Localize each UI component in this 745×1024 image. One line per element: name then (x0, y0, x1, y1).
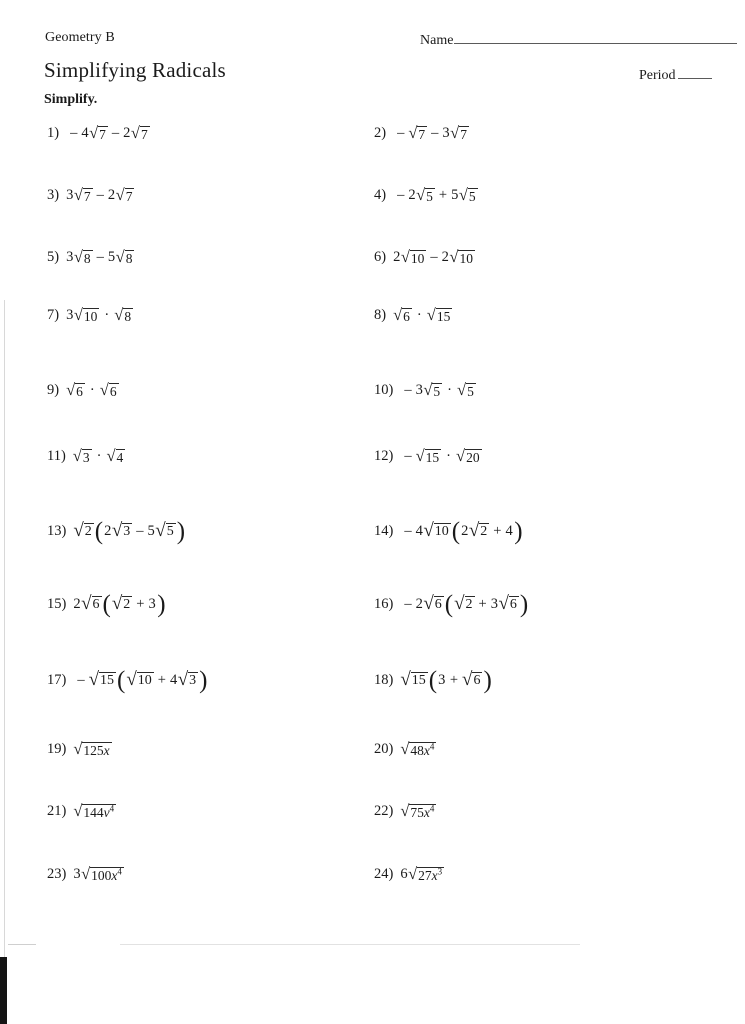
problem-number: 20) (374, 741, 394, 757)
coefficient: 2 (461, 523, 469, 539)
radical-sign-icon: √ (454, 592, 465, 614)
coefficient: 2 (73, 596, 81, 612)
radicand: 15 (425, 449, 440, 465)
radical-sign-icon: √ (111, 592, 123, 614)
radical (112, 594, 132, 613)
problem-number: 4) (374, 187, 387, 203)
radicand: 2 (84, 523, 92, 539)
problem-item (47, 740, 112, 757)
problem-expression: – 2 √ 6 ( √ 2 + 3 √ 6 ) (404, 591, 529, 618)
exponent: 4 (117, 866, 122, 876)
problem-expression: √ 15 ( 3 + √ 6 ) (400, 667, 492, 694)
problem-item (47, 518, 186, 545)
coefficient: 2 (441, 249, 449, 265)
coefficient: 3 (490, 596, 498, 612)
exponent: 4 (429, 741, 435, 751)
problem-item (374, 802, 436, 819)
radical-sign-icon: √ (130, 122, 140, 142)
problem-item (47, 381, 119, 398)
radical-sign-icon: √ (114, 304, 124, 324)
radical (100, 381, 119, 397)
problem-item (374, 186, 478, 203)
operator-multiply: · (416, 307, 422, 323)
radical (89, 670, 116, 689)
radicand: 8 (83, 250, 91, 266)
radicand: 2 (480, 523, 488, 539)
coefficient: 5 (147, 523, 155, 539)
scan-artifact-left-rule (4, 300, 5, 960)
radical-sign-icon: √ (73, 184, 83, 204)
name-write-in-line[interactable] (454, 31, 737, 44)
page-title: Simplifying Radicals (44, 58, 226, 82)
problem-expression (73, 447, 125, 464)
problem-expression (393, 306, 452, 323)
operator: – (404, 382, 412, 398)
radical-sign-icon: √ (400, 668, 411, 690)
problem-number: 18) (374, 672, 394, 688)
radicand: 10 (137, 672, 152, 688)
radical (408, 124, 427, 140)
operator: – (136, 523, 144, 539)
course-label: Geometry B (45, 30, 115, 45)
radical-sign-icon: √ (408, 863, 418, 883)
problem-expression (400, 381, 475, 398)
coefficient: 2 (104, 523, 112, 539)
radical-sign-icon: √ (73, 304, 83, 324)
operator: + (136, 596, 145, 612)
radicand: 5 (166, 523, 174, 539)
exponent: 3 (437, 866, 443, 876)
coefficient: 3 (66, 307, 74, 323)
problem-item (374, 306, 452, 323)
radical-sign-icon: √ (423, 519, 434, 541)
radical-sign-icon: √ (66, 379, 76, 399)
radicand: 6 (403, 308, 410, 324)
problem-expression: √ 2 ( 2 √ 3 – 5 √ 5 ) (73, 518, 186, 545)
radical (423, 381, 442, 397)
radical-sign-icon: √ (408, 122, 418, 142)
radical (416, 447, 442, 463)
radical-sign-icon: √ (155, 519, 166, 541)
problem-expression (66, 186, 134, 203)
problem-expression (66, 248, 134, 265)
operator: – (431, 125, 439, 141)
problem-expression: – √ 15 ( √ 10 + 4 √ 3 ) (77, 667, 208, 694)
radicand: $100x^4$ (91, 866, 122, 883)
problem-expression (400, 740, 436, 756)
radical (469, 521, 489, 540)
problem-number: 13) (47, 523, 67, 539)
problem-expression: – 4 √ 10 ( 2 √ 2 + 4 ) (404, 518, 523, 545)
radicand: 6 (473, 672, 481, 688)
problem-item (374, 740, 436, 757)
radical-sign-icon: √ (99, 379, 109, 399)
operator: + (157, 672, 166, 688)
radical (112, 521, 132, 540)
operator-multiply: · (96, 448, 102, 464)
exponent: 4 (429, 803, 435, 813)
problem-number: 8) (374, 307, 387, 323)
radical (116, 248, 135, 264)
problem-expression (393, 248, 475, 265)
problem-number: 6) (374, 249, 387, 265)
radical (400, 670, 427, 689)
operator: – (96, 249, 104, 265)
radicand: 7 (125, 188, 133, 204)
operator: – (96, 187, 104, 203)
radical (454, 594, 474, 613)
problem-number: 23) (47, 866, 67, 882)
radicand: 6 (509, 596, 517, 612)
coefficient: 2 (393, 249, 401, 265)
operator: – (404, 448, 412, 464)
radicand: $48x^4$ (410, 741, 435, 758)
problem-number: 1) (47, 125, 60, 141)
problem-item (374, 667, 493, 694)
operator: – (111, 125, 120, 141)
operator: – (404, 523, 412, 539)
radicand: 3 (82, 449, 90, 465)
variable: x (111, 867, 118, 883)
problem-number: 14) (374, 523, 394, 539)
variable: x (103, 742, 110, 758)
problem-item (374, 124, 469, 141)
radical-sign-icon: √ (416, 184, 426, 204)
radicand: 10 (434, 523, 449, 539)
radical-sign-icon: √ (81, 863, 91, 883)
radicand: 7 (460, 126, 467, 142)
problem-item (47, 248, 134, 265)
radical-sign-icon: √ (177, 668, 189, 690)
problem-item (47, 591, 167, 618)
problem-number: 10) (374, 382, 394, 398)
radicand: 15 (411, 672, 426, 688)
radicand: $75x^4$ (410, 803, 435, 820)
radical (178, 670, 198, 689)
radical-sign-icon: √ (468, 519, 480, 541)
radicand: 7 (140, 126, 148, 142)
problem-number: 9) (47, 382, 60, 398)
radicand: 10 (410, 250, 425, 266)
radical-sign-icon: √ (73, 800, 83, 820)
problem-expression (66, 306, 133, 323)
radical (74, 248, 93, 264)
coefficient: 3 (66, 249, 74, 265)
problem-item (47, 447, 125, 464)
radical (427, 306, 453, 322)
coefficient: 4 (169, 672, 178, 688)
radicand: 5 (426, 188, 433, 204)
radicand: 3 (123, 523, 131, 539)
period-label: Period (639, 68, 676, 83)
problem-number: 3) (47, 187, 60, 203)
coefficient: 4 (505, 523, 513, 539)
operator: – (397, 125, 405, 141)
problem-item (47, 124, 150, 141)
name-field[interactable] (420, 31, 737, 49)
radical-sign-icon: √ (457, 379, 467, 399)
radical (116, 186, 135, 202)
problem-expression (393, 124, 469, 141)
operator: – (404, 596, 412, 612)
radical-sign-icon: √ (426, 304, 436, 324)
problem-number: 16) (374, 596, 394, 612)
radicand: 5 (467, 383, 474, 399)
radical-sign-icon: √ (115, 246, 125, 266)
problem-item (47, 802, 116, 819)
radical (74, 306, 100, 322)
radicand: 7 (418, 126, 426, 142)
problem-expression (66, 124, 150, 141)
problem-item (47, 865, 124, 882)
operator: + (438, 187, 448, 203)
radicand: 4 (116, 449, 124, 465)
radical-sign-icon: √ (393, 304, 403, 324)
radical (401, 248, 427, 264)
problem-item (374, 865, 444, 882)
radical (457, 381, 476, 397)
problem-number: 12) (374, 448, 394, 464)
radical (74, 186, 93, 202)
radical (73, 521, 93, 540)
coefficient: 4 (81, 125, 89, 141)
radical (114, 306, 133, 322)
problem-number: 19) (47, 741, 67, 757)
problem-expression (400, 447, 481, 464)
radical (456, 447, 482, 463)
problem-expression (400, 865, 444, 882)
problem-expression (73, 740, 111, 756)
problem-expression (66, 381, 118, 398)
problem-expression (400, 802, 436, 818)
radical-sign-icon: √ (400, 800, 410, 820)
coefficient: 4 (415, 523, 423, 539)
radicand: $27x^3$ (418, 866, 443, 883)
radical (81, 865, 124, 881)
radical-sign-icon: √ (423, 592, 434, 614)
problem-item (374, 591, 529, 618)
radical (449, 248, 475, 264)
radicand: 8 (124, 308, 132, 324)
problem-number: 2) (374, 125, 387, 141)
problem-number: 24) (374, 866, 394, 882)
problem-expression (73, 802, 116, 818)
radical (450, 124, 469, 140)
name-label: Name (420, 33, 454, 48)
radical (408, 865, 444, 881)
radical (423, 521, 450, 540)
radicand: 15 (100, 672, 115, 688)
problem-number: 22) (374, 803, 394, 819)
radical-sign-icon: √ (400, 738, 410, 758)
radical (73, 740, 111, 756)
radical-sign-icon: √ (126, 668, 137, 690)
radical (423, 594, 443, 613)
radicand: 20 (466, 449, 480, 465)
problem-expression (73, 865, 124, 882)
variable: x (431, 867, 438, 883)
coefficient: 3 (442, 125, 450, 141)
variable: x (423, 742, 430, 758)
radical-sign-icon: √ (415, 445, 425, 465)
radicand: 10 (459, 250, 473, 266)
radicand: 5 (468, 188, 476, 204)
coefficient: 2 (107, 187, 116, 203)
radical (155, 521, 175, 540)
operator: – (397, 187, 405, 203)
operator-multiply: · (104, 307, 110, 323)
radical (416, 186, 435, 202)
radicand: 8 (125, 250, 133, 266)
coefficient: 3 (73, 866, 81, 882)
coefficient: 6 (400, 866, 408, 882)
radical (462, 670, 482, 689)
radical-sign-icon: √ (400, 246, 410, 266)
radicand: 10 (83, 308, 98, 324)
operator: – (70, 125, 78, 141)
radical-sign-icon: √ (462, 668, 473, 690)
radicand: 15 (436, 308, 451, 324)
variable: v (103, 804, 110, 820)
problem-expression (393, 186, 478, 203)
radicand: 7 (99, 126, 106, 142)
problem-number: 5) (47, 249, 60, 265)
problem-item (47, 306, 133, 323)
radical-sign-icon: √ (89, 122, 99, 142)
radical-sign-icon: √ (458, 184, 468, 204)
operator: – (430, 249, 438, 265)
coefficient: 3 (148, 596, 156, 612)
radical-sign-icon: √ (115, 184, 125, 204)
period-field[interactable] (639, 66, 712, 84)
operator-multiply: · (446, 448, 451, 464)
coefficient: 5 (107, 249, 116, 265)
problem-number: 7) (47, 307, 60, 323)
radical (131, 124, 150, 140)
radical (89, 124, 108, 140)
radical (81, 594, 101, 613)
radical-sign-icon: √ (111, 519, 123, 541)
operator: + (478, 596, 487, 612)
radical (400, 802, 436, 818)
radical-sign-icon: √ (73, 738, 83, 758)
radical (66, 381, 85, 397)
radicand: 6 (92, 596, 100, 612)
problem-item (374, 518, 524, 545)
coefficient: 2 (123, 125, 131, 141)
coefficient: 2 (415, 596, 423, 612)
radicand: $144v^4$ (83, 803, 115, 820)
radicand: 6 (109, 383, 117, 399)
coefficient: 5 (451, 187, 459, 203)
radical-sign-icon: √ (450, 122, 460, 142)
problem-number: 15) (47, 596, 67, 612)
radicand: 125x (83, 742, 110, 758)
operator: – (77, 672, 85, 688)
problem-item (374, 248, 475, 265)
problem-number: 17) (47, 672, 67, 688)
scan-artifact-bottom-rule (120, 944, 580, 945)
radical-sign-icon: √ (423, 379, 433, 399)
radicand: 7 (83, 188, 91, 204)
radical (73, 802, 116, 818)
operator: + (449, 672, 459, 688)
radical-sign-icon: √ (456, 445, 466, 465)
radical (106, 447, 125, 463)
directions-label: Simplify. (44, 92, 98, 107)
problem-item (374, 381, 476, 398)
problem-item (374, 447, 482, 464)
coefficient: 3 (66, 187, 74, 203)
radical-sign-icon: √ (106, 445, 116, 465)
radical (393, 306, 412, 322)
coefficient: 2 (408, 187, 416, 203)
operator-multiply: · (447, 382, 452, 398)
coefficient: 3 (415, 382, 423, 398)
radical (126, 670, 153, 689)
period-write-in-line[interactable] (678, 66, 712, 79)
radicand: 2 (465, 596, 473, 612)
problem-number: 21) (47, 803, 67, 819)
radical-sign-icon: √ (73, 246, 83, 266)
radicand: 5 (433, 383, 441, 399)
radical-sign-icon: √ (73, 519, 84, 541)
radicand: 3 (189, 672, 197, 688)
radical (498, 594, 518, 613)
scan-artifact-left-edge (0, 957, 7, 1024)
problem-item (47, 186, 134, 203)
coefficient: 3 (438, 672, 446, 688)
radicand: 6 (434, 596, 442, 612)
problem-item (47, 667, 209, 694)
radical-sign-icon: √ (449, 246, 459, 266)
radicand: 2 (123, 596, 131, 612)
variable: x (423, 804, 430, 820)
radicand: 6 (76, 383, 83, 399)
problem-number: 11) (47, 448, 66, 464)
radical (73, 447, 92, 463)
exponent: 4 (109, 803, 115, 813)
problem-expression: 2 √ 6 ( √ 2 + 3 ) (73, 591, 166, 618)
radical-sign-icon: √ (498, 592, 509, 614)
scan-artifact-bottom-rule-left (8, 944, 36, 945)
operator: + (493, 523, 502, 539)
radical-sign-icon: √ (81, 592, 92, 614)
operator-multiply: · (89, 382, 95, 398)
radical (459, 186, 478, 202)
radical-sign-icon: √ (72, 445, 82, 465)
radical-sign-icon: √ (88, 668, 100, 690)
radical (400, 740, 436, 756)
